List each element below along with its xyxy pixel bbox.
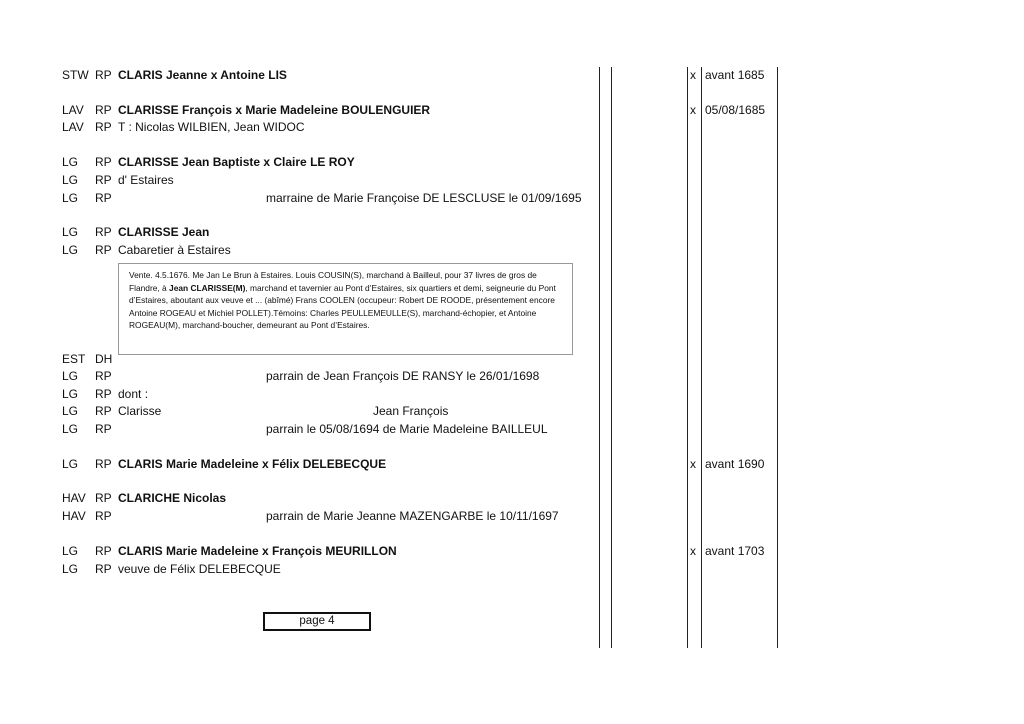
record-code: RP bbox=[95, 544, 112, 558]
record-text: CLARISSE François x Marie Madeleine BOULENGUIER bbox=[118, 103, 431, 117]
column-rule bbox=[687, 67, 688, 648]
record-mid: parrain le 05/08/1694 de Marie Madeleine BAILLEUL bbox=[266, 422, 548, 436]
marriage-mark: x bbox=[690, 544, 696, 558]
marriage-date: avant 1685 bbox=[705, 68, 765, 82]
record-code: RP bbox=[95, 191, 112, 205]
record-code: RP bbox=[95, 491, 112, 505]
column-rule bbox=[599, 67, 600, 648]
record-place: STW bbox=[62, 68, 89, 82]
record-code: RP bbox=[95, 422, 112, 436]
record-code: RP bbox=[95, 68, 112, 82]
record-code: RP bbox=[95, 120, 112, 134]
marriage-mark: x bbox=[690, 457, 696, 471]
record-code: RP bbox=[95, 369, 112, 383]
record-place: LAV bbox=[62, 120, 84, 134]
record-place: LAV bbox=[62, 103, 84, 117]
marriage-mark: x bbox=[690, 103, 696, 117]
record-text: CLARIS Jeanne x Antoine LIS bbox=[118, 68, 287, 82]
record-place: LG bbox=[62, 457, 79, 471]
record-text: Clarisse bbox=[118, 404, 162, 418]
record-text: dont : bbox=[118, 387, 149, 401]
record-text: CLARIS Marie Madeleine x François MEURILLON bbox=[118, 544, 397, 558]
record-code: RP bbox=[95, 387, 112, 401]
record-code: RP bbox=[95, 225, 112, 239]
record-place: LG bbox=[62, 404, 79, 418]
record-text: CLARICHE Nicolas bbox=[118, 491, 227, 505]
record-code: RP bbox=[95, 103, 112, 117]
column-rule bbox=[611, 67, 612, 648]
record-code: RP bbox=[95, 509, 112, 523]
record-text: CLARISSE Jean Baptiste x Claire LE ROY bbox=[118, 155, 355, 169]
record-code: RP bbox=[95, 243, 112, 257]
record-code: DH bbox=[95, 352, 113, 366]
record-place: LG bbox=[62, 225, 79, 239]
record-code: RP bbox=[95, 457, 112, 471]
note-text-before: Vente. 4.5.1676. Me Jan Le Brun à Estaires. Louis COUSIN(S), marchand à Bailleul, pour 37 livres de gros de Flandre, à bbox=[129, 270, 537, 293]
record-place: EST bbox=[62, 352, 86, 366]
record-place: HAV bbox=[62, 509, 86, 523]
record-place: LG bbox=[62, 387, 79, 401]
record-text: CLARIS Marie Madeleine x Félix DELEBECQUE bbox=[118, 457, 387, 471]
record-text: veuve de Félix DELEBECQUE bbox=[118, 562, 281, 576]
record-place: LG bbox=[62, 369, 79, 383]
record-text: Cabaretier à Estaires bbox=[118, 243, 231, 257]
page-number: page 4 bbox=[299, 615, 335, 627]
record-place: LG bbox=[62, 562, 79, 576]
record-place: HAV bbox=[62, 491, 86, 505]
record-mid: parrain de Marie Jeanne MAZENGARBE le 10/11/1697 bbox=[266, 509, 559, 523]
marriage-date: 05/08/1685 bbox=[705, 103, 766, 117]
record-place: LG bbox=[62, 243, 79, 257]
marriage-date: avant 1703 bbox=[705, 544, 765, 558]
record-text: CLARISSE Jean bbox=[118, 225, 210, 239]
sale-note bbox=[118, 263, 573, 355]
record-text: d' Estaires bbox=[118, 173, 174, 187]
column-rule bbox=[701, 67, 702, 648]
note-text-after: , marchand et tavernier au Pont d’Estaires, six quartiers et demi, seigneurie du Pont d’Estaires, aboutant aux veuve et ... (abîmé) Frans COOLEN (occupeur: Robert DE ROODE, présentement encore Antoine ROGEAU et Michiel POLLET).Témoins: Charles PEULLEMEULLE(S), marchand-échopier, et Antoine ROGEAU(M), marchand-boucher, demeurant au Pont d’Estaires. bbox=[129, 282, 556, 330]
record-place: LG bbox=[62, 422, 79, 436]
record-code: RP bbox=[95, 155, 112, 169]
record-mid2: Jean François bbox=[373, 404, 449, 418]
record-code: RP bbox=[95, 404, 112, 418]
record-mid: marraine de Marie Françoise DE LESCLUSE le 01/09/1695 bbox=[266, 191, 582, 205]
record-mid: parrain de Jean François DE RANSY le 26/01/1698 bbox=[266, 369, 540, 383]
page-number-box bbox=[263, 612, 371, 631]
record-place: LG bbox=[62, 544, 79, 558]
marriage-mark: x bbox=[690, 68, 696, 82]
record-code: RP bbox=[95, 173, 112, 187]
marriage-date: avant 1690 bbox=[705, 457, 765, 471]
record-place: LG bbox=[62, 155, 79, 169]
record-place: LG bbox=[62, 191, 79, 205]
record-text: T : Nicolas WILBIEN, Jean WIDOC bbox=[118, 120, 305, 134]
column-rule bbox=[777, 67, 778, 648]
note-text-bold: Jean CLARISSE(M) bbox=[169, 282, 246, 293]
record-place: LG bbox=[62, 173, 79, 187]
record-code: RP bbox=[95, 562, 112, 576]
